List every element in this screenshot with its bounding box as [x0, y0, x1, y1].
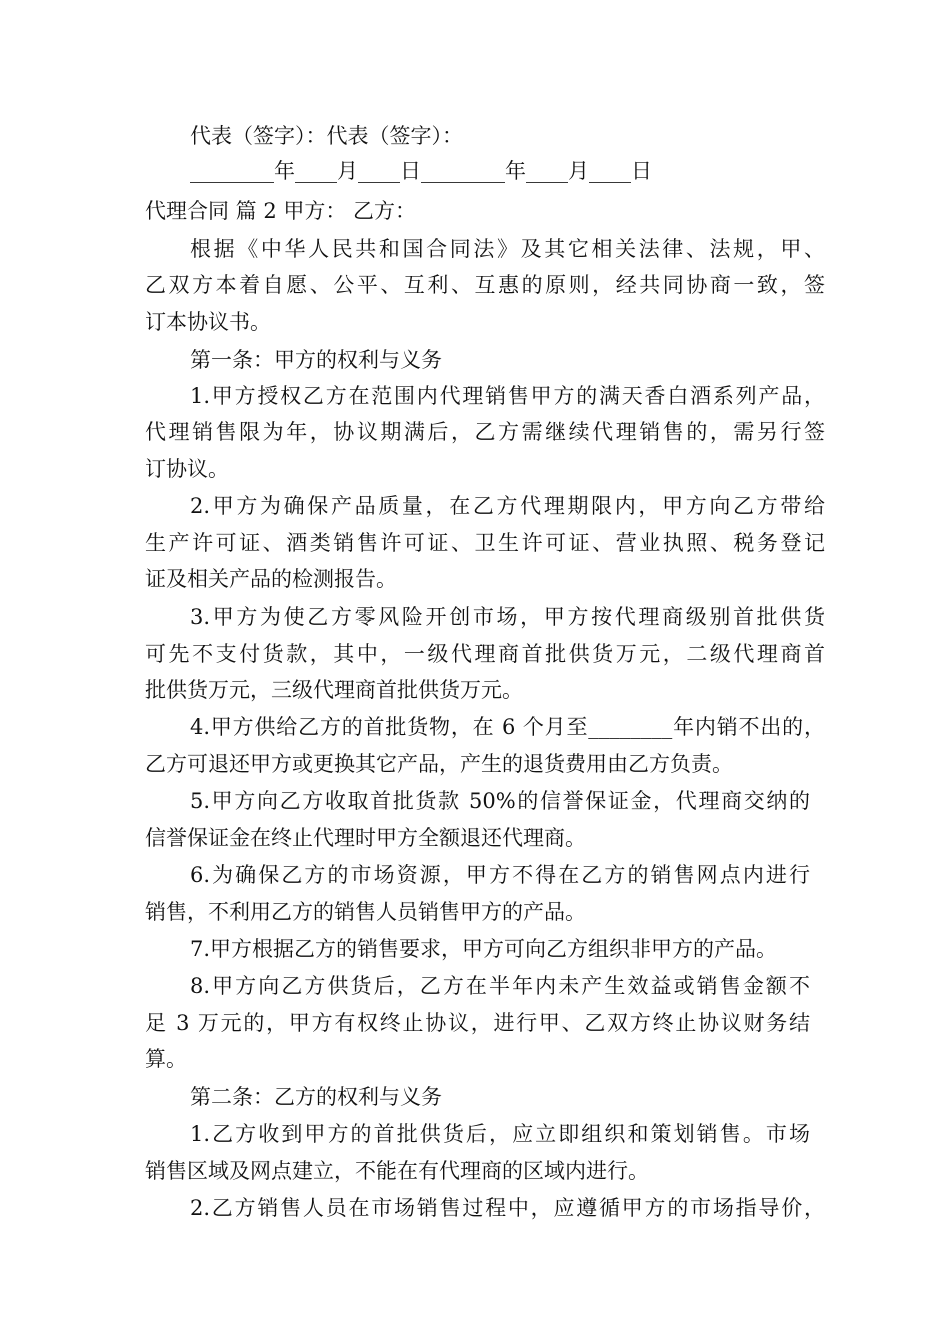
paragraph-line: 乙方可退还甲方或更换其它产品，产生的退货费用由乙方负责。	[145, 752, 733, 776]
paragraph-line: 生产许可证、酒类销售许可证、卫生许可证、营业执照、税务登记	[145, 531, 825, 555]
paragraph-line: 1.乙方收到甲方的首批供货后，应立即组织和策划销售。市场	[190, 1122, 810, 1146]
paragraph-line: 1.甲方授权乙方在范围内代理销售甲方的满天香白酒系列产品，	[190, 384, 825, 408]
signature-line: 代表（签字）：代表（签字）：	[190, 124, 463, 148]
article-heading: 第二条：乙方的权利与义务	[190, 1085, 442, 1109]
section-heading: 代理合同 篇 2 甲方： 乙方：	[145, 199, 417, 223]
paragraph-line: 2.甲方为确保产品质量，在乙方代理期限内，甲方向乙方带给	[190, 494, 825, 518]
paragraph-line: 8.甲方向乙方供货后，乙方在半年内未产生效益或销售金额不	[190, 974, 810, 998]
paragraph-line: 证及相关产品的检测报告。	[145, 567, 397, 591]
paragraph-line: 足 3 万元的，甲方有权终止协议，进行甲、乙双方终止协议财务结	[145, 1011, 810, 1035]
paragraph-line: 销售，不利用乙方的销售人员销售甲方的产品。	[145, 900, 586, 924]
paragraph-line: 根据《中华人民共和国合同法》及其它相关法律、法规，甲、	[190, 237, 825, 261]
paragraph-line: 算。	[145, 1047, 187, 1071]
paragraph-line: 乙双方本着自愿、公平、互利、互惠的原则，经共同协商一致，签	[145, 273, 825, 297]
paragraph-line: 批供货万元，三级代理商首批供货万元。	[145, 678, 523, 702]
paragraph-line: 销售区域及网点建立，不能在有代理商的区域内进行。	[145, 1159, 649, 1183]
paragraph-line: 2.乙方销售人员在市场销售过程中，应遵循甲方的市场指导价，	[190, 1196, 825, 1220]
paragraph-line: 订协议。	[145, 457, 229, 481]
article-heading: 第一条：甲方的权利与义务	[190, 348, 442, 372]
paragraph-line: 4.甲方供给乙方的首批货物，在 6 个月至________年内销不出的，	[190, 715, 825, 739]
paragraph-line: 7.甲方根据乙方的销售要求，甲方可向乙方组织非甲方的产品。	[190, 937, 778, 961]
paragraph-line: 3.甲方为使乙方零风险开创市场，甲方按代理商级别首批供货	[190, 605, 825, 629]
paragraph-line: 代理销售限为年，协议期满后，乙方需继续代理销售的，需另行签	[145, 420, 825, 444]
paragraph-line: 6.为确保乙方的市场资源，甲方不得在乙方的销售网点内进行	[190, 863, 810, 887]
paragraph-line: 信誉保证金在终止代理时甲方全额退还代理商。	[145, 826, 586, 850]
paragraph-line: 订本协议书。	[145, 310, 271, 334]
paragraph-line: 5.甲方向乙方收取首批货款 50%的信誉保证金，代理商交纳的	[190, 789, 810, 813]
paragraph-line: 可先不支付货款，其中，一级代理商首批供货万元，二级代理商首	[145, 642, 825, 666]
date-line: ________年____月____日________年____月____日	[190, 159, 652, 183]
